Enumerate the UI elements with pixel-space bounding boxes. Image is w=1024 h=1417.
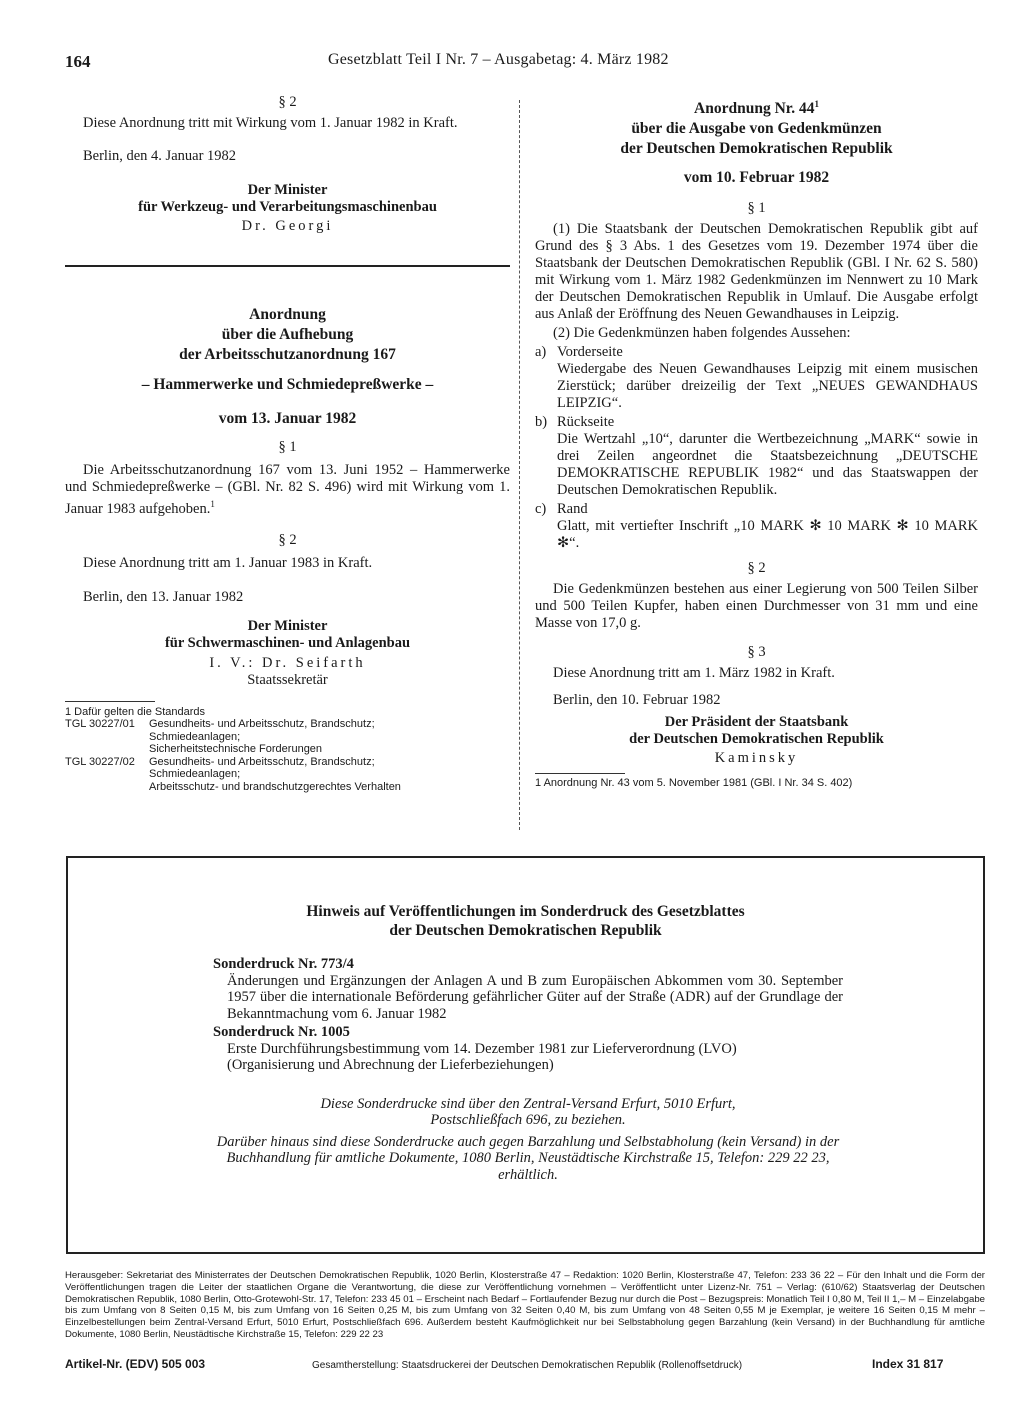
index-number: Index 31 817	[872, 1357, 944, 1371]
ordinance-title: über die Aufhebung	[221, 326, 354, 343]
signer-name: Kaminsky	[714, 750, 799, 767]
paragraph: Diese Anordnung tritt am 1. März 1982 in Kraft.	[553, 665, 835, 682]
ordinance-date: vom 13. Januar 1982	[218, 410, 357, 427]
ordinance-title: der Deutschen Demokratischen Republik	[620, 140, 893, 158]
signer-title: für Werkzeug- und Verarbeitungsmaschinenbau	[138, 199, 437, 215]
printer-line: Gesamtherstellung: Staatsdruckerei der Deutschen Demokratischen Republik (Rollenoffsetdruck)	[312, 1360, 743, 1371]
standard-code: TGL 30227/02	[65, 755, 135, 768]
footnote-line: Schmiedeanlagen;	[149, 768, 241, 781]
left-column	[65, 94, 510, 793]
footnote-line: Gesundheits- und Arbeitsschutz, Brandschutz;	[149, 718, 375, 731]
paragraph: Diese Anordnung tritt am 1. Januar 1983 in Kraft.	[83, 554, 373, 571]
special-print-heading: Sonderdruck Nr. 1005	[213, 1024, 350, 1040]
notice-box	[66, 856, 985, 1254]
notice-title	[68, 902, 983, 940]
list-item	[535, 501, 978, 552]
ordinance-title: Anordnung Nr. $44^1$	[694, 99, 819, 118]
footnote-line: Arbeitsschutz- und brandschutzgerechtes Verhalten	[149, 780, 401, 793]
distribution-note: Diese Sonderdrucke sind über den Zentral-Versand Erfurt, 5010 Erfurt, Postschließfach 696, zu beziehen.	[320, 1095, 736, 1128]
ordinance-title: der Arbeitsschutzanordnung 167	[179, 346, 396, 363]
ordinance-title: über die Ausgabe von Gedenkmünzen	[631, 120, 882, 138]
item-text: Die Wertzahl „10“, darunter die Wertbezeichnung „MARK“ sowie in drei Zeilen angeordnet die Staatsbezeichnung „DEUTSCHE DEMOKRATISCHE REPUBLIK 1982“ und das Staatswappen der Deutschen Demokratischen Republik.	[557, 431, 978, 499]
ordinance-date: vom 10. Februar 1982	[683, 169, 830, 187]
paragraph: Die Gedenkmünzen bestehen aus einer Legierung von 500 Teilen Silber und 500 Teilen Kupfer, haben einen Durchmesser von 31 mm und eine Masse von 17,0 g.	[535, 581, 978, 632]
paragraph: (1) Die Staatsbank der Deutschen Demokratischen Republik gibt auf Grund des § 3 Abs. 1 des Gesetzes vom 19. Dezember 1974 über die Staatsbank der Deutschen Demokratischen Republik (GBl. I Nr. 62 S. 580) mit Wirkung vom 1. März 1982 Gedenkmünzen im Nennwert zu 10 Mark der Deutschen Demokratischen Republik in Umlauf. Die Ausgabe erfolgt aus Anlaß der Eröffnung des Neuen Gewandhauses in Leipzig.	[535, 221, 978, 323]
running-header: Gesetzblatt Teil I Nr. 7 – Ausgabetag: 4. März 1982	[328, 51, 669, 68]
place-date: Berlin, den 4. Januar 1982	[83, 148, 237, 164]
page-number: 164	[65, 52, 91, 71]
item-text: Glatt, mit vertiefter Inschrift „10 MARK ✻ 10 MARK ✻ 10 MARK ✻“.	[557, 518, 978, 552]
section-heading: § 2	[278, 94, 297, 110]
footnote-rule	[535, 773, 625, 774]
section-heading: § 2	[747, 560, 766, 577]
footnote-standard	[65, 718, 510, 756]
paragraph: Diese Anordnung tritt mit Wirkung vom 1. Januar 1982 in Kraft.	[83, 115, 458, 131]
signer-name: Dr. Georgi	[241, 218, 334, 234]
item-heading: Rand	[557, 501, 588, 518]
section-heading: § 1	[747, 200, 766, 217]
footnote-rule	[65, 701, 155, 702]
footnote-line: Schmiedeanlagen;	[149, 730, 241, 743]
distribution-note: Darüber hinaus sind diese Sonderdrucke auch gegen Barzahlung und Selbstabholung (kein Versand) in der Buchhandlung für amtliche Dokumente, 1080 Berlin, Neustädtische Kirchstraße 15, Telefon: 229 22 23, erhältlich.	[216, 1133, 840, 1183]
standard-code: TGL 30227/01	[65, 718, 135, 731]
article-number: Artikel-Nr. (EDV) 505 003	[65, 1357, 206, 1371]
item-text: Wiedergabe des Neuen Gewandhauses Leipzig mit einem musischen Zierstück; darüber dreizeilig der Text „NEUES GEWANDHAUS LEIPZIG“.	[557, 361, 978, 412]
item-heading: Rückseite	[557, 414, 615, 431]
item-heading: Vorderseite	[557, 344, 623, 361]
notice-title-line: Hinweis auf Veröffentlichungen im Sonderdruck des Gesetzblattes	[306, 903, 745, 920]
notice-title-line: der Deutschen Demokratischen Republik	[389, 922, 662, 939]
signer-title: Der Minister	[247, 182, 328, 198]
place-date: Berlin, den 13. Januar 1982	[83, 588, 244, 605]
signer-name: I. V.: Dr. Seifarth	[209, 654, 366, 671]
notice-body	[213, 956, 843, 1183]
signer-role: Staatssekretär	[247, 671, 328, 688]
item-label: a)	[535, 344, 547, 361]
section-heading: § 2	[278, 531, 297, 548]
section-heading: § 1	[278, 439, 297, 455]
signer-title: Der Präsident der Staatsbank	[664, 714, 849, 731]
list-item	[535, 344, 978, 412]
special-print-text: Erste Durchführungsbestimmung vom 14. Dezember 1981 zur Lieferverordnung (LVO)	[227, 1040, 737, 1057]
special-print-heading: Sonderdruck Nr. 773/4	[213, 956, 354, 972]
paragraph: (2) Die Gedenkmünzen haben folgendes Aussehen:	[553, 325, 851, 342]
signer-title: für Schwermaschinen- und Anlagenbau	[164, 634, 411, 651]
signer-title: Der Minister	[247, 617, 328, 634]
footnote: 1 Anordnung Nr. 43 vom 5. November 1981 (GBl. I Nr. 34 S. 402)	[535, 777, 853, 790]
paragraph: Die Arbeitsschutzanordnung 167 vom 13. Juni 1952 – Hammerwerke und Schmiedepreßwerke – (GBl. Nr. 82 S. 496) wird mit Wirkung vom 1. Januar 1983 aufgehoben.$^1$	[65, 462, 510, 517]
ordinance-title: Anordnung	[249, 306, 326, 323]
right-column	[535, 94, 978, 790]
list-item	[535, 414, 978, 499]
place-date: Berlin, den 10. Februar 1982	[553, 692, 721, 709]
separator-rule	[65, 265, 510, 267]
footnote-line: Sicherheitstechnische Forderungen	[149, 743, 323, 756]
section-heading: § 3	[747, 644, 766, 661]
special-print-text: Änderungen und Ergänzungen der Anlagen A und B zum Europäischen Abkommen vom 30. September 1957 über die internationale Beförderung gefährlicher Güter auf der Straße (ADR) auf der Grundlage der Bekanntmachung vom 6. Januar 1982	[227, 972, 843, 1022]
footnote-standard	[65, 756, 510, 794]
footnote	[65, 706, 510, 794]
item-label: c)	[535, 501, 547, 518]
item-label: b)	[535, 414, 548, 431]
column-divider	[519, 100, 520, 830]
footnote-intro: 1 Dafür gelten die Standards	[65, 705, 206, 718]
signer-title: der Deutschen Demokratischen Republik	[629, 731, 884, 748]
special-print-text: (Organisierung und Abrechnung der Lieferbeziehungen)	[227, 1057, 554, 1073]
imprint: Herausgeber: Sekretariat des Ministerrates der Deutschen Demokratischen Republik, 1020 Berlin, Klosterstraße 47 – Redaktion: 1020 Berlin, Klosterstraße 47, Telefon: 233 36 22 – Für den Inhalt und die Form der Veröffentlichungen tragen die Leiter der staatlichen Organe die Verantwortung, die diese zur Veröffentlichung vornehmen – Veröffentlicht unter Lizenz-Nr. 751 – Verlag: (610/62) Staatsverlag der Deutschen Demokratischen Republik, 1080 Berlin, Otto-Grotewohl-Str. 17, Telefon: 233 45 01 – Erscheint nach Bedarf – Fortlaufender Bezug nur durch die Post – Bezugspreis: Monatlich Teil I 0,80 M, Teil II 1,– M – Einzelabgabe bis zum Umfang von 8 Seiten 0,15 M, bis zum Umfang von 16 Seiten 0,25 M, bis zum Umfang von 32 Seiten 0,40 M, bis zum Umfang von 48 Seiten 0,55 M je Exemplar, je weitere 16 Seiten 0,15 M mehr – Einzelbestellungen beim Zentral-Versand Erfurt, 5010 Erfurt, Postschließfach 696. Außerdem besteht Kaufmöglichkeit nur bei Selbstabholung gegen Barzahlung (kein Versand) in der Buchhandlung für amtliche Dokumente, 1080 Berlin, Neustädtische Kirchstraße 15, Telefon: 229 22 23	[65, 1270, 985, 1340]
ordinance-subtitle: – Hammerwerke und Schmiedepreßwerke –	[141, 376, 434, 393]
footnote-line: Gesundheits- und Arbeitsschutz, Brandschutz;	[149, 755, 375, 768]
